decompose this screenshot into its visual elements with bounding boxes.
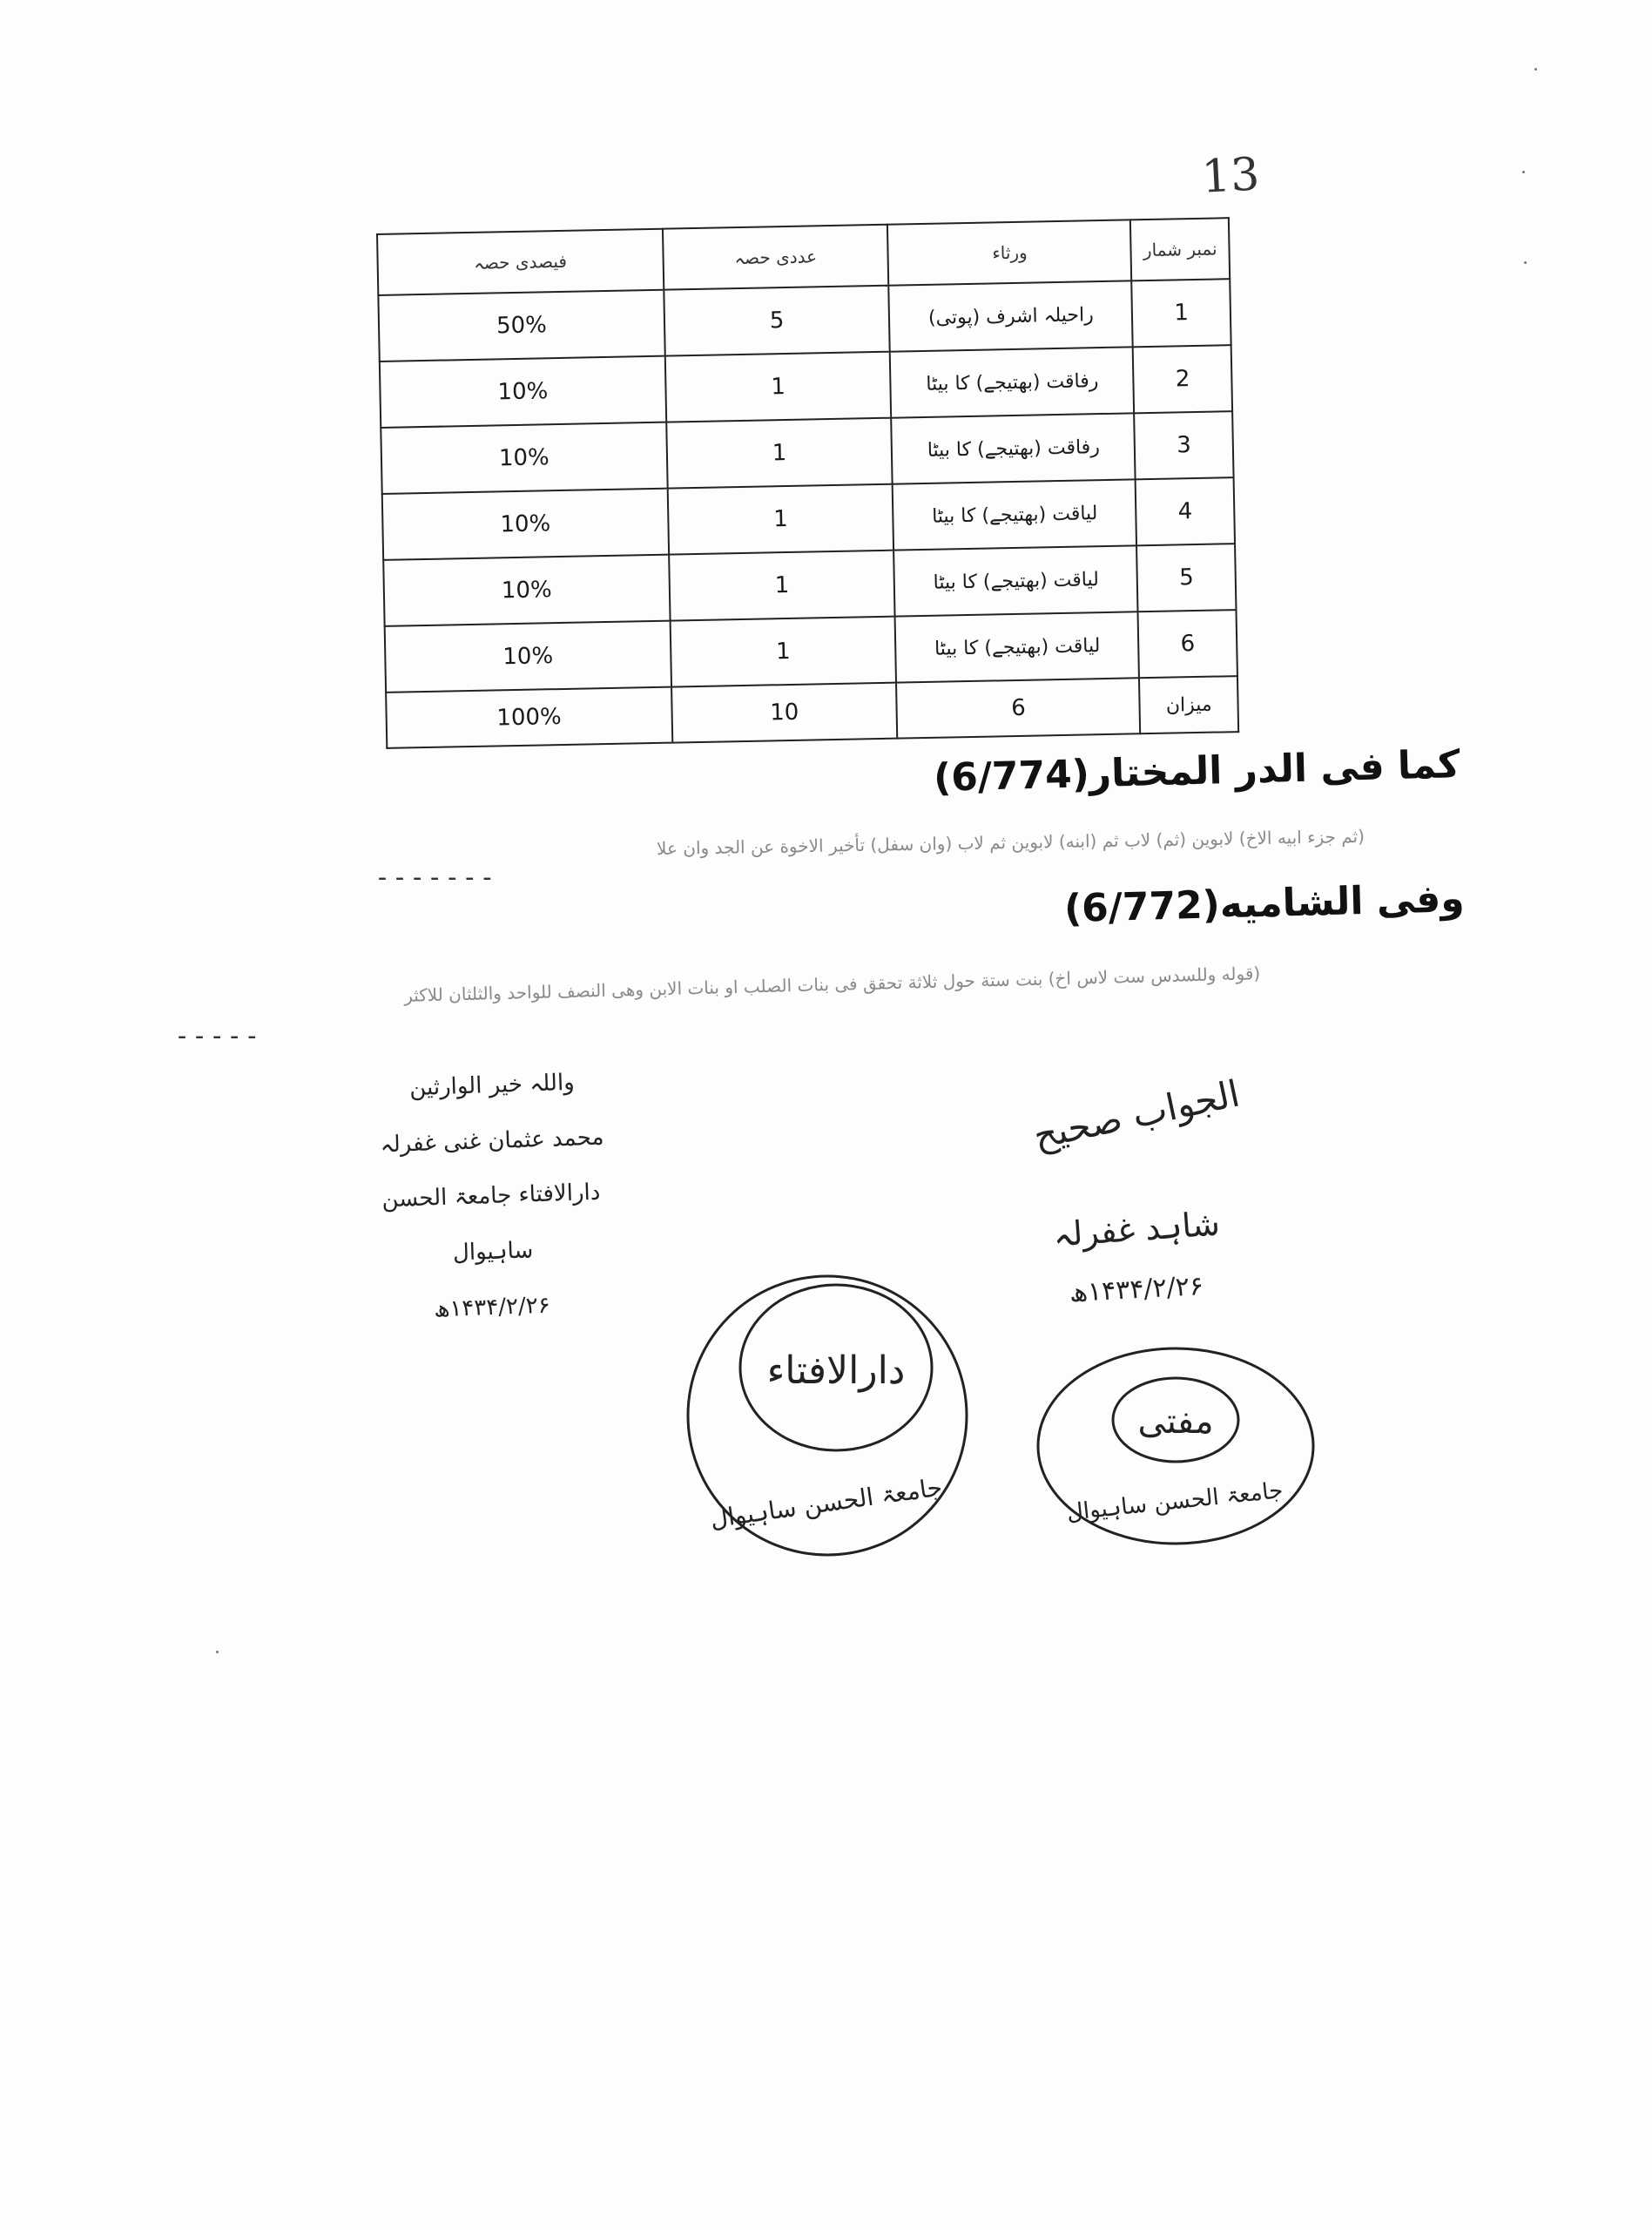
header-share: عددی حصہ: [663, 225, 889, 290]
reference-dashes-2: -----: [174, 1021, 262, 1051]
total-share: 10: [671, 683, 898, 743]
row-serial: 1: [1132, 279, 1231, 347]
total-heirs: 6: [896, 678, 1140, 738]
row-share: 1: [667, 484, 893, 555]
row-share: 1: [664, 352, 891, 422]
total-percent: 100%: [386, 687, 672, 748]
reference-dashes-1: -------: [374, 862, 497, 893]
row-heir: لیاقت (بھتیجے) کا بیٹا: [895, 612, 1139, 682]
closing-phrase: واللہ خیر الوارثین: [408, 1069, 576, 1102]
approval-date: ۱۴۳۴/۲/۲۶ھ: [1069, 1270, 1204, 1309]
row-share: 5: [664, 286, 890, 356]
total-label: میزان: [1139, 676, 1238, 733]
reference-heading-durr: كما فى الدر المختار(6/774): [933, 742, 1461, 801]
row-serial: 2: [1133, 345, 1232, 413]
approver-signature: شاہد غفرلہ: [1051, 1204, 1222, 1254]
row-share: 1: [669, 551, 895, 621]
row-serial: 6: [1138, 610, 1237, 678]
reference-heading-shamiya: وفى الشاميه(6/772): [1063, 875, 1466, 932]
scan-speck: [1522, 171, 1525, 173]
heirs-table-container: [376, 217, 1239, 749]
row-percent: 10%: [380, 356, 666, 428]
approval-text: الجواب صحیح: [1029, 1071, 1244, 1158]
mufti-seal: [1032, 1341, 1319, 1551]
row-serial: 5: [1136, 544, 1236, 612]
row-percent: 50%: [378, 290, 664, 362]
signatory-name: محمد عثمان غنی غفرلہ: [380, 1124, 604, 1159]
row-heir: رفاقت (بھتیجے) کا بیٹا: [890, 347, 1134, 417]
dar-ul-ifta-seal: [684, 1272, 971, 1559]
row-serial: 3: [1135, 411, 1234, 479]
row-serial: 4: [1136, 477, 1235, 545]
reference-quote-shamiya: (قوله وللسدس ست لاس اخ) بنت ستة حول ثلاثة تحقق فى بنات الصلب او بنات الابن وهى النصف للواحد والثلثان للاكثر: [403, 963, 1261, 1006]
institution-name: دارالافتاء جامعۃ الحسن ساہیوال: [381, 1179, 601, 1267]
seal1-ring-text: جامعۃ الحسن ساہیوال: [708, 1472, 945, 1534]
seal1-center-text: دارالافتاء: [766, 1348, 906, 1393]
scan-speck: [1524, 261, 1527, 264]
page-number: 13: [1200, 148, 1261, 204]
row-heir: راحیلہ اشرف (پوتی): [889, 280, 1133, 351]
seal2-center-text: مفتی: [1137, 1402, 1214, 1442]
header-serial: نمبر شمار: [1130, 218, 1230, 280]
row-share: 1: [666, 418, 893, 489]
seal2-ring-text: جامعۃ الحسن ساہیوال: [1065, 1477, 1285, 1527]
row-percent: 10%: [382, 489, 669, 560]
scan-speck: [216, 1651, 219, 1653]
row-heir: لیاقت (بھتیجے) کا بیٹا: [893, 479, 1136, 550]
row-heir: لیاقت (بھتیجے) کا بیٹا: [894, 545, 1138, 616]
approval-signature-block: [1001, 1071, 1271, 1309]
row-share: 1: [670, 617, 896, 687]
heirs-table: [376, 217, 1239, 749]
mufti-signature-block: [348, 1058, 636, 1335]
header-heirs: ورثاء: [887, 220, 1131, 285]
row-percent: 10%: [385, 621, 671, 693]
reference-quote-durr: (ثم جزء ابيه الاخ) لابوين (ثم) لاب ثم (ابنه) لابوين ثم لاب (وان سفل) تأخير الاخوة عن الجد وان علا: [656, 825, 1365, 860]
scan-speck: [1534, 68, 1537, 71]
row-heir: رفاقت (بھتیجے) کا بیٹا: [892, 413, 1136, 483]
header-percent: فیصدی حصہ: [377, 229, 664, 295]
row-percent: 10%: [381, 422, 667, 494]
signature-date: ۱۴۳۴/۲/۲۶ھ: [433, 1292, 551, 1323]
row-percent: 10%: [383, 555, 670, 626]
